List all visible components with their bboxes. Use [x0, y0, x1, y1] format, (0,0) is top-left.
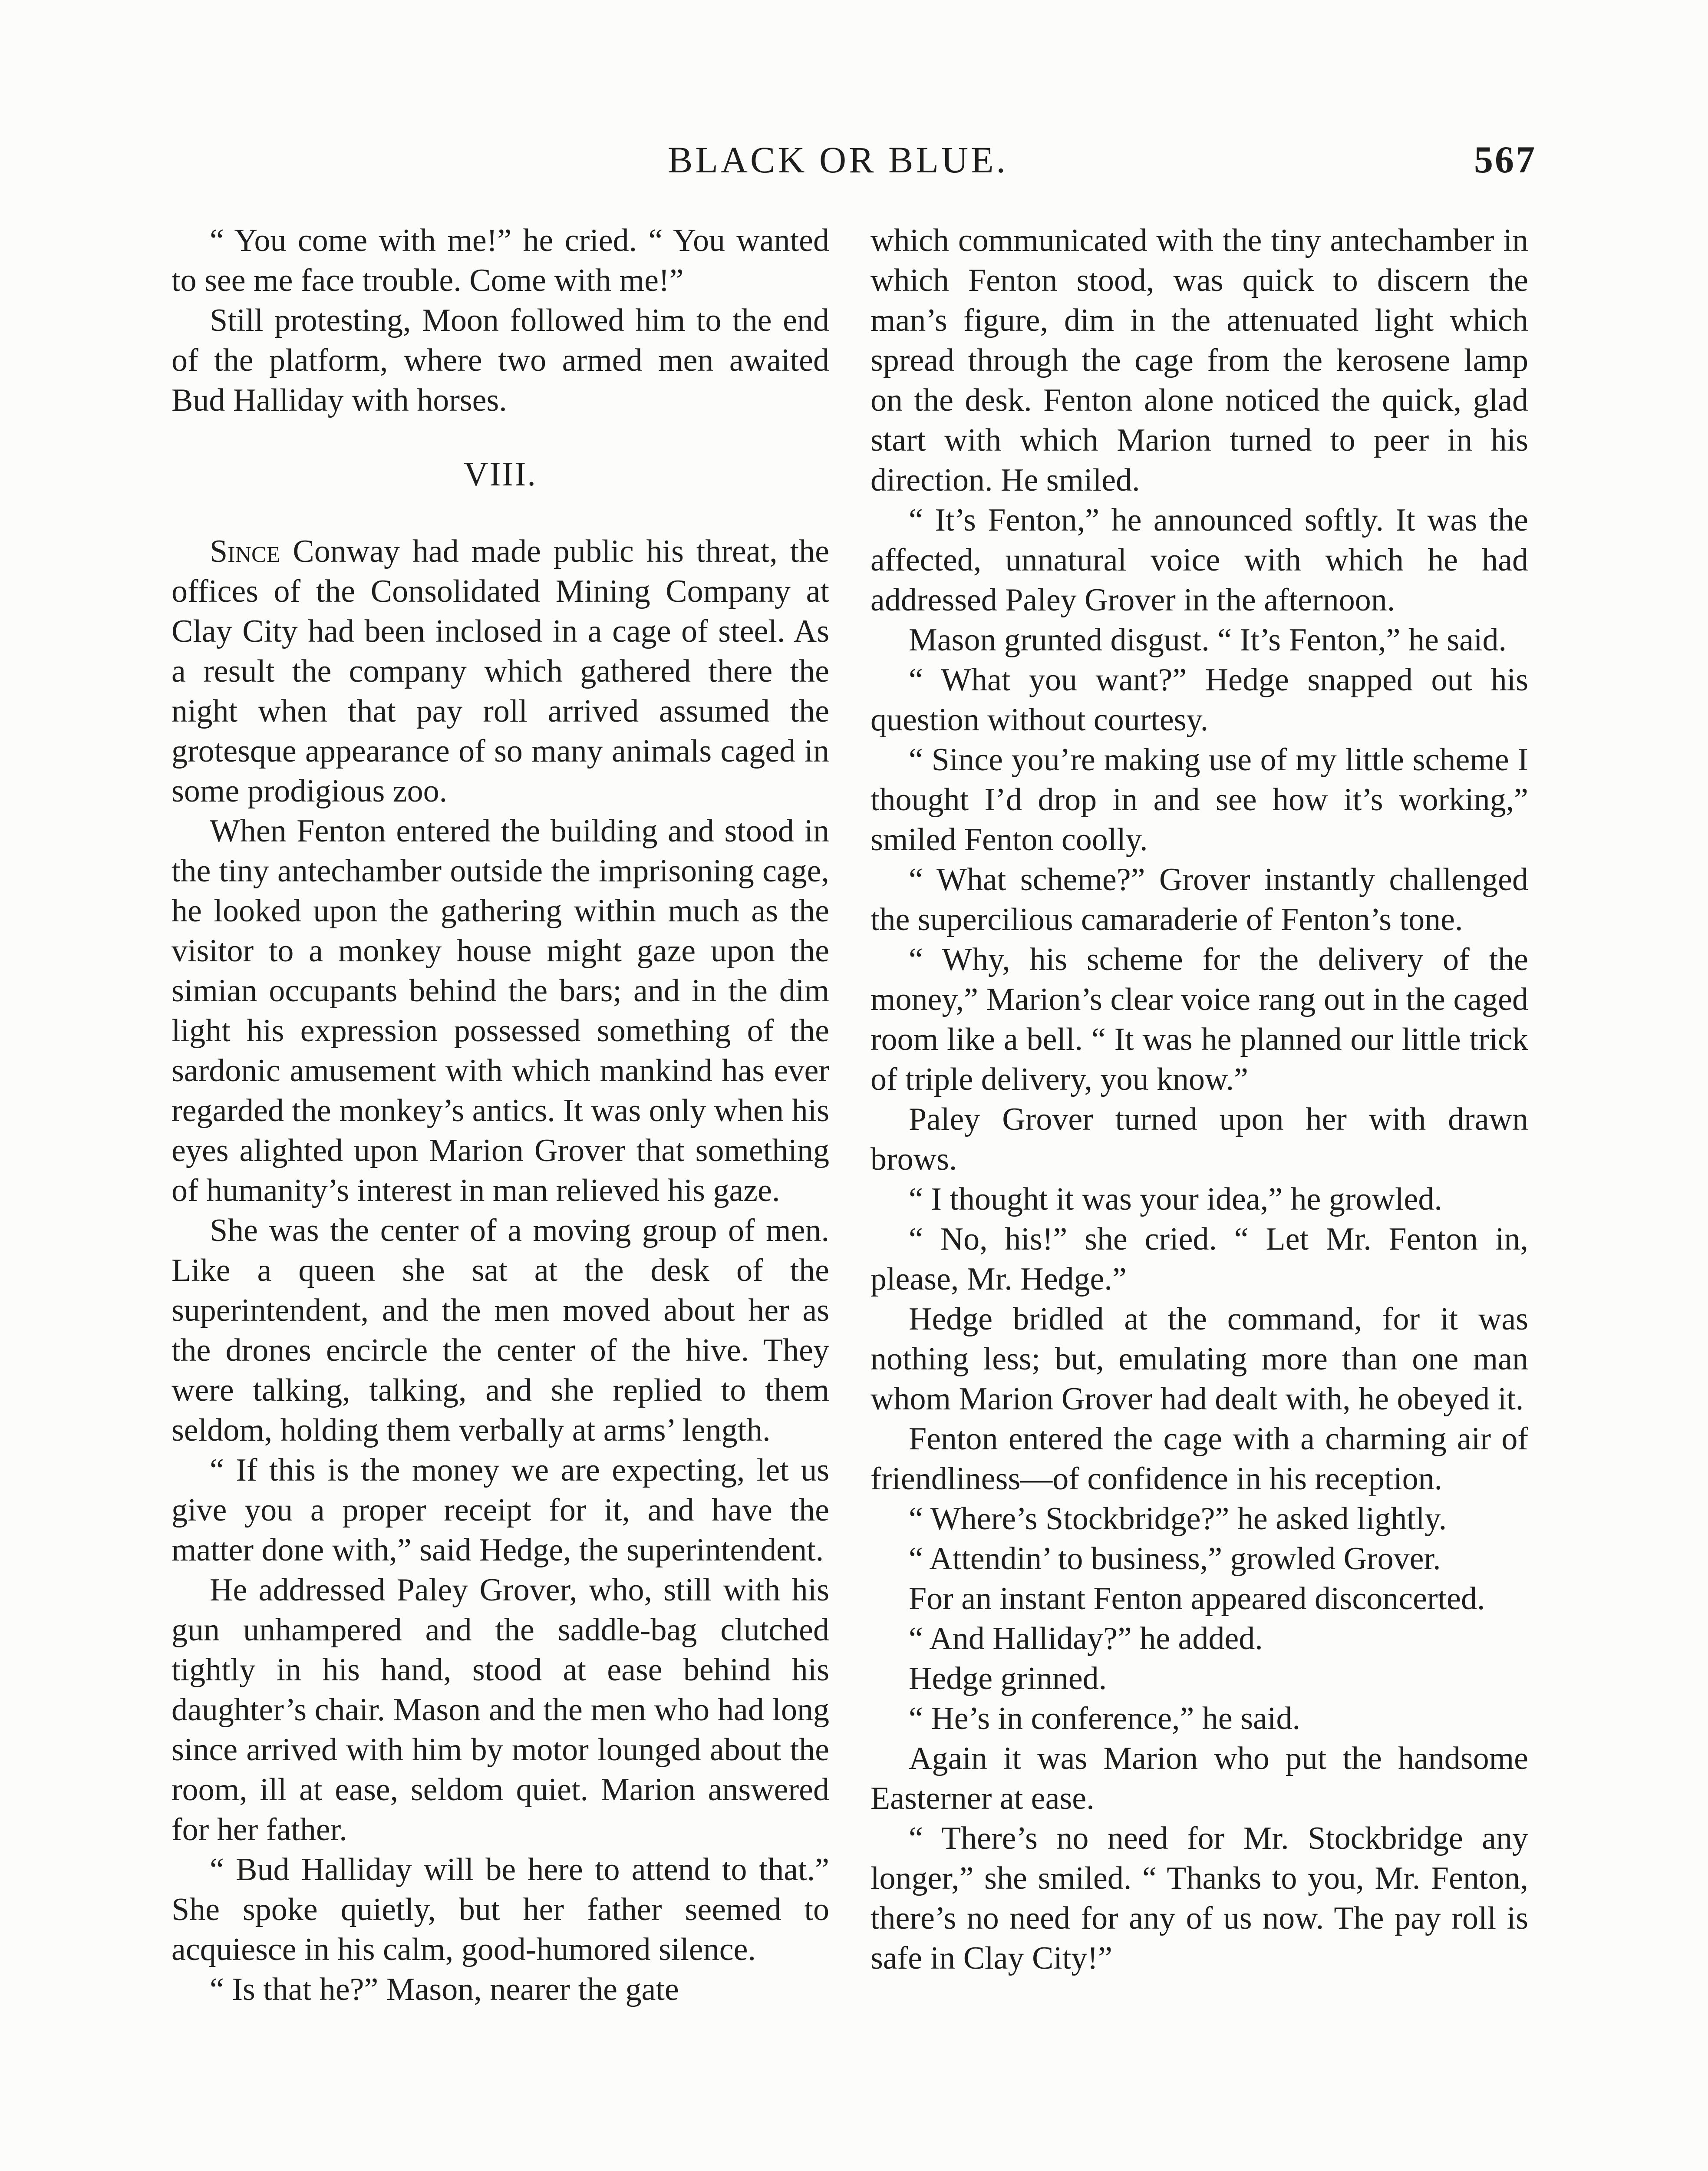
paragraph: “ There’s no need for Mr. Stockbridge any longer,” she smiled. “ Thanks to you, Mr. Fenton, there’s no need for any of us now. The pay roll is safe in Clay City!”: [870, 1821, 1528, 1976]
paragraph: “ It’s Fenton,” he announced softly. It was the affected, unnatural voice with which he had addressed Paley Grover in the afternoon.: [870, 502, 1528, 618]
paragraph: “ Since you’re making use of my little scheme I thought I’d drop in and see how it’s working,” smiled Fenton coolly.: [870, 742, 1528, 858]
paragraph: [171, 531, 829, 811]
left-column: [171, 221, 829, 2009]
paragraph: Mason grunted disgust. “ It’s Fenton,” he said.: [909, 622, 1507, 658]
paragraph: “ Is that he?” Mason, nearer the gate: [210, 1972, 679, 2007]
paragraph: Fenton entered the cage with a charming air of friendliness—of confidence in his reception.: [870, 1421, 1528, 1497]
paragraph: “ What scheme?” Grover instantly challenged the supercilious camaraderie of Fenton’s tone.: [870, 862, 1528, 937]
paragraph: “ And Halliday?” he added.: [909, 1621, 1263, 1656]
paragraph: “ He’s in conference,” he said.: [909, 1701, 1300, 1736]
paragraph: “ I thought it was your idea,” he growled.: [909, 1181, 1442, 1217]
paragraph: Still protesting, Moon followed him to the end of the platform, where two armed men awaited Bud Halliday with horses.: [171, 303, 829, 418]
paragraph: When Fenton entered the building and stood in the tiny antechamber outside the imprisoning cage, he looked upon the gathering within much as the visitor to a monkey house might gaze upon the simian occupants behind the bars; and in the dim light his expression possessed something of the sardonic amusement with which mankind has ever regarded the monkey’s antics. It was only when his eyes alighted upon Marion Grover that something of humanity’s interest in man relieved his gaze.: [171, 813, 829, 1208]
paragraph: She was the center of a moving group of men. Like a queen she sat at the desk of the superintendent, and the men moved about her as the drones encircle the center of the hive. They were talking, talking, and she replied to them seldom, holding them verbally at arms’ length.: [171, 1213, 829, 1448]
section-heading: VIII.: [464, 455, 537, 493]
paragraph: “ Bud Halliday will be here to attend to that.” She spoke quietly, but her father seemed to acquiesce in his calm, good-humored silence.: [171, 1852, 829, 1967]
paragraph: “ If this is the money we are expecting, let us give you a proper receipt for it, and have the matter done with,” said Hedge, the superintendent.: [171, 1452, 829, 1568]
paragraph: “ No, his!” she cried. “ Let Mr. Fenton in, please, Mr. Hedge.”: [870, 1221, 1528, 1297]
paragraph: “ Why, his scheme for the delivery of the money,” Marion’s clear voice rang out in the caged room like a bell. “ It was he planned our little trick of triple delivery, you know.”: [870, 942, 1528, 1097]
paragraph: “ Where’s Stockbridge?” he asked lightly.: [909, 1501, 1447, 1537]
running-head: BLACK OR BLUE.: [668, 139, 1008, 181]
paragraph: He addressed Paley Grover, who, still with his gun unhampered and the saddle-bag clutched tightly in his hand, stood at ease behind his daughter’s chair. Mason and the men who had long since arrived with him by motor lounged about the room, ill at ease, seldom quiet. Marion answered for her father.: [171, 1572, 829, 1848]
paragraph: Again it was Marion who put the handsome Easterner at ease.: [870, 1741, 1528, 1816]
paragraph: For an instant Fenton appeared disconcerted.: [909, 1581, 1485, 1617]
page-number: 567: [1474, 139, 1537, 181]
right-column: [870, 221, 1528, 1978]
paragraph: Hedge bridled at the command, for it was nothing less; but, emulating more than one man whom Marion Grover had dealt with, he obeyed it.: [870, 1301, 1528, 1417]
small-caps-lead: Since: [210, 534, 280, 569]
paragraph: “ What you want?” Hedge snapped out his question without courtesy.: [870, 662, 1528, 738]
paragraph: “ You come with me!” he cried. “ You wanted to see me face trouble. Come with me!”: [171, 223, 829, 298]
paragraph-continued: which communicated with the tiny antechamber in which Fenton stood, was quick to discern the man’s figure, dim in the attenuated light which spread through the cage from the kerosene lamp on the desk. Fenton alone noticed the quick, glad start with which Marion turned to peer in his direction. He smiled.: [870, 223, 1528, 498]
paragraph: Paley Grover turned upon her with drawn brows.: [870, 1102, 1528, 1177]
paragraph-text: Conway had made public his threat, the offices of the Consolidated Mining Company at Clay City had been inclosed in a cage of steel. As a result the company which gathered there the night when that pay roll arrived assumed the grotesque appearance of so many animals caged in some prodigious zoo.: [171, 534, 829, 809]
paragraph: “ Attendin’ to business,” growled Grover.: [909, 1541, 1441, 1577]
paragraph: Hedge grinned.: [909, 1661, 1107, 1696]
